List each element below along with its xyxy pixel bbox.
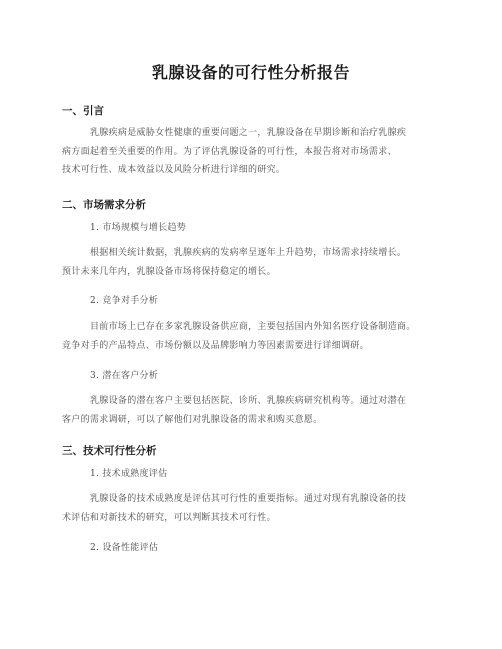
section-heading-introduction: 一、引言 (62, 105, 104, 117)
paragraph-competitors (62, 318, 442, 355)
section-heading-technical: 三、技术可行性分析 (62, 445, 157, 457)
subheading-market-size: 1. 市场规模与增长趋势 (90, 223, 187, 233)
paragraph-line: 预计未来几年内，乳腺设备市场将保持稳定的增长。 (62, 266, 276, 277)
paragraph-line: 技术可行性、成本效益以及风险分析进行详细的研究。 (62, 165, 286, 175)
subheading-competitors: 2. 竞争对手分析 (90, 296, 159, 306)
paragraph-potential-customers (62, 392, 442, 429)
paragraph-line: 目前市场上已存在多家乳腺设备供应商，主要包括国内外知名医疗设备制造商。 (90, 322, 416, 332)
paragraph-line: 术评估和对新技术的研究，可以判断其技术可行性。 (62, 512, 276, 523)
paragraph-line: 竞争对手的产品特点、市场份额以及品牌影响力等因素需要进行详细调研。 (62, 340, 369, 351)
page-title: 乳腺设备的可行性分析报告 (151, 63, 350, 82)
subheading-tech-maturity: 1. 技术成熟度评估 (90, 469, 168, 479)
paragraph-market-size (62, 244, 442, 281)
subheading-potential-customers: 3. 潜在客户分析 (90, 371, 159, 381)
paragraph-line: 乳腺疾病是威胁女性健康的重要问题之一，乳腺设备在早期诊断和治疗乳腺疾 (90, 128, 407, 138)
paragraph-line: 乳腺设备的技术成熟度是评估其可行性的重要指标。通过对现有乳腺设备的技 (90, 494, 407, 504)
section-heading-market: 二、市场需求分析 (62, 199, 146, 211)
paragraph-line: 病方面起着至关重要的作用。为了评估乳腺设备的可行性，本报告将对市场需求、 (62, 146, 397, 157)
paragraph-line: 根据相关统计数据，乳腺疾病的发病率呈逐年上升趋势，市场需求持续增长。 (90, 248, 407, 258)
paragraph-line: 客户的需求调研，可以了解他们对乳腺设备的需求和购买意愿。 (62, 414, 323, 425)
paragraph-tech-maturity (62, 490, 442, 527)
paragraph-line: 乳腺设备的潜在客户主要包括医院、诊所、乳腺疾病研究机构等。通过对潜在 (90, 396, 407, 406)
paragraph-introduction (62, 124, 442, 180)
subheading-device-performance: 2. 设备性能评估 (90, 543, 159, 553)
